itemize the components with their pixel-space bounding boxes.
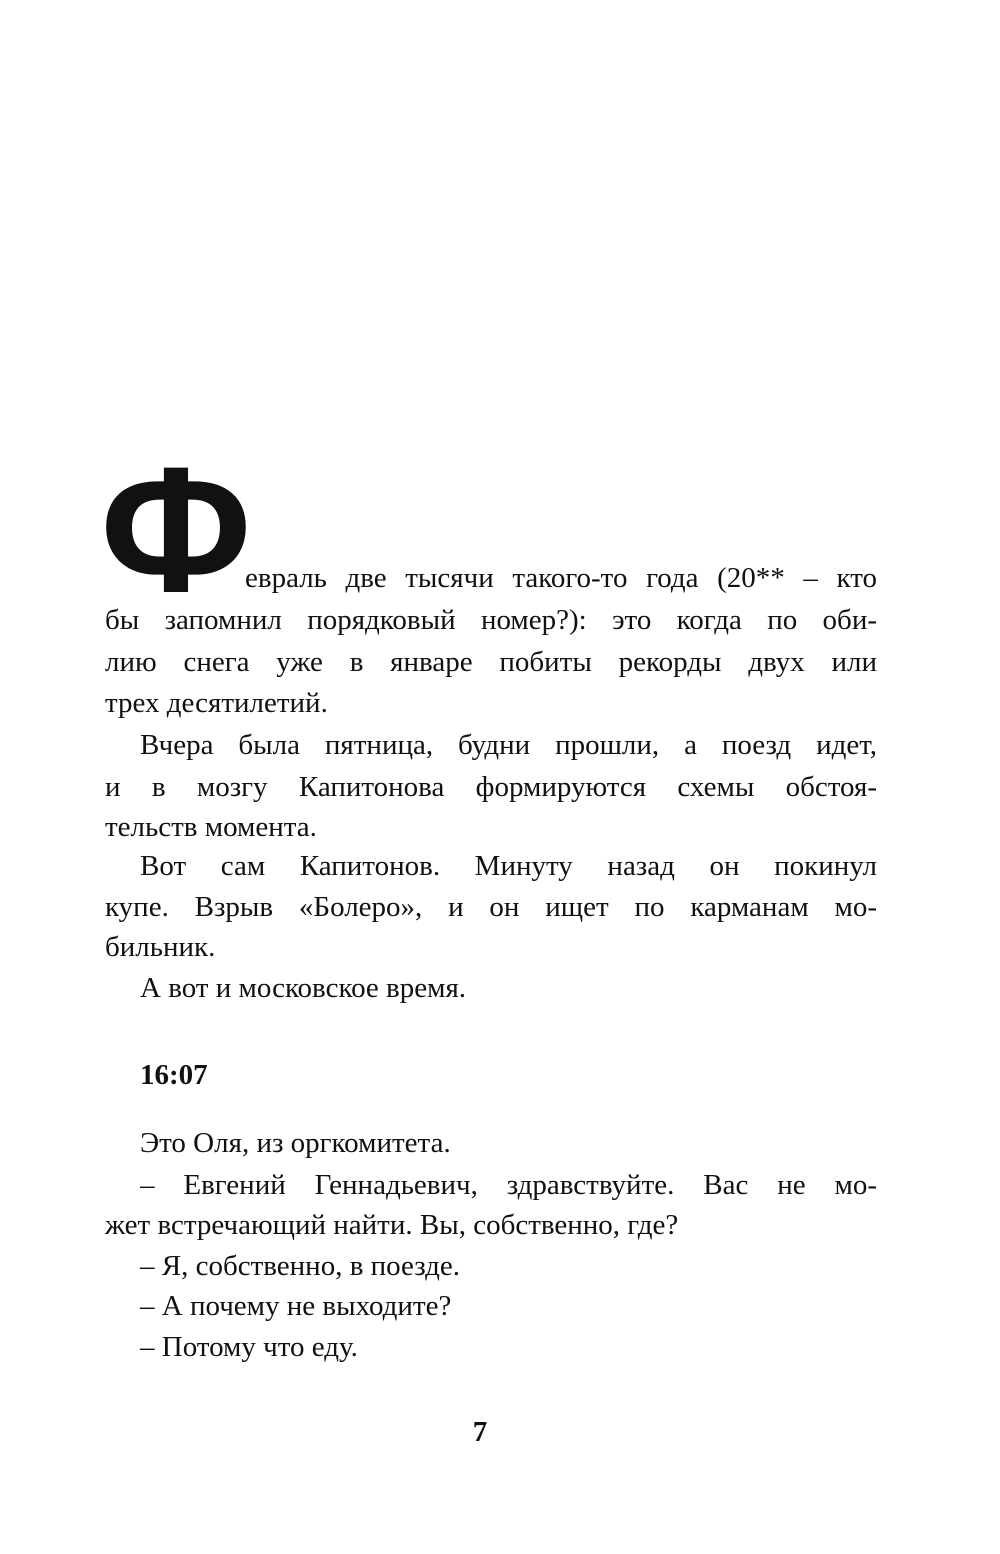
section-heading: 16:07: [140, 1059, 208, 1091]
text-line: Вот сам Капитонов. Минуту назад он покинул: [140, 850, 877, 882]
text-line: трех десятилетий.: [105, 687, 328, 719]
text-line: бы запомнил порядковый номер?): это когда по оби-: [105, 604, 877, 636]
text-line: – Евгений Геннадьевич, здравствуйте. Вас не мо-: [140, 1169, 877, 1201]
drop-cap: Ф: [100, 430, 252, 629]
text-line: евраль две тысячи такого-то года (20** – кто: [245, 562, 877, 594]
text-line: тельств момента.: [105, 811, 317, 843]
text-line: – Я, собственно, в поезде.: [140, 1250, 461, 1282]
text-line: лию снега уже в январе побиты рекорды двух или: [105, 646, 877, 678]
text-line: бильник.: [105, 931, 216, 963]
text-line: – А почему не выходите?: [140, 1290, 452, 1322]
page-number: 7: [472, 1416, 488, 1448]
text-line: жет встречающий найти. Вы, собственно, где?: [105, 1209, 679, 1241]
text-line: А вот и московское время.: [140, 972, 467, 1004]
text-line: купе. Взрыв «Болеро», и он ищет по карманам мо-: [105, 891, 877, 923]
text-line: Это Оля, из оргкомитета.: [140, 1127, 451, 1159]
text-line: – Потому что еду.: [140, 1331, 358, 1363]
text-line: и в мозгу Капитонова формируются схемы обстоя-: [105, 771, 877, 803]
text-line: Вчера была пятница, будни прошли, а поезд идет,: [140, 729, 877, 761]
